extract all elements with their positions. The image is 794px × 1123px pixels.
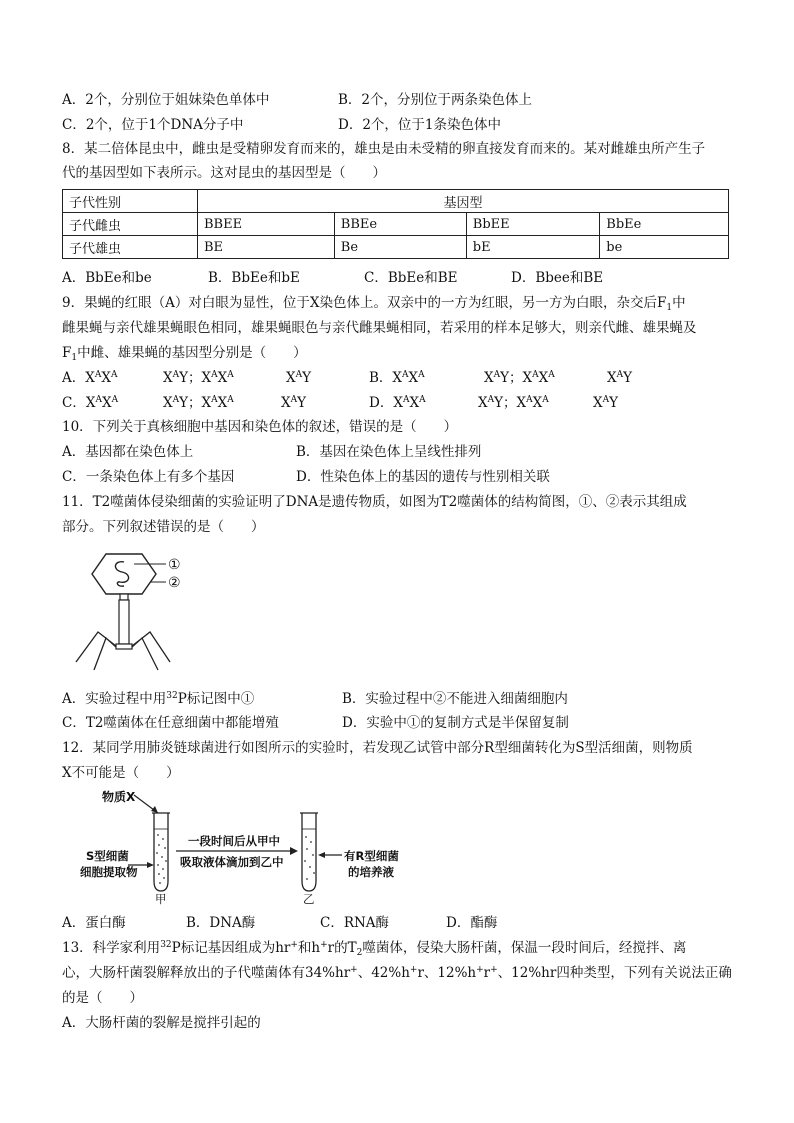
q12-option-d[interactable]: D．酯酶 xyxy=(446,915,498,931)
phage-label-2: ② xyxy=(168,575,181,591)
q9-option-c-part3: $X^AY$ xyxy=(281,395,307,411)
q9-stem-line2: 雌果蝇与亲代雄果蝇眼色相同，雄果蝇眼色与亲代雌果蝇相同，若采用的样本足够大，则亲代雌、雄果蝇及 xyxy=(62,320,697,336)
q9-option-d-part3: $X^AY$ xyxy=(593,395,619,411)
s-extract-label-1: S型细菌 xyxy=(86,849,129,863)
table-label-male: 子代雄虫 xyxy=(63,236,198,259)
q8-option-b[interactable]: B．BbEe和bE xyxy=(208,270,300,286)
q9-option-c[interactable]: C．$X^AX^A$ xyxy=(62,395,119,411)
table-row xyxy=(63,213,729,236)
table-cell: bE xyxy=(466,236,600,259)
phage-base-plate xyxy=(116,644,132,649)
q9-option-b[interactable]: B．$X^AX^A$ xyxy=(369,370,425,386)
extract-arrowhead xyxy=(147,862,154,868)
phage-head-outline xyxy=(92,554,156,594)
q11-option-c[interactable]: C．T2噬菌体在任意细菌中都能增殖 xyxy=(62,715,279,731)
q10-stem: 10．下列关于真核细胞中基因和染色体的叙述，错误的是（ ） xyxy=(62,419,458,435)
substance-x-label: 物质X xyxy=(102,790,136,804)
q9-option-b-part3: $X^AY$ xyxy=(607,370,633,386)
q12-option-a[interactable]: A．蛋白酶 xyxy=(62,915,126,931)
arrow-text-bottom: 吸取液体滴加到乙中 xyxy=(180,855,284,869)
table-row xyxy=(63,190,729,213)
medium-arrowhead xyxy=(318,852,325,858)
q13-stem-line2: 心，大肠杆菌裂解释放出的子代噬菌体有34%hr+、42%h+r、12%h+r+、12%hr四种类型，下列有关说法正确 xyxy=(62,965,732,981)
q13-option-a[interactable]: A．大肠杆菌的裂解是搅拌引起的 xyxy=(62,1015,261,1031)
q8-stem-line1: 8．某二倍体昆虫中，雌虫是受精卵发育而来的，雄虫是由未受精的卵直接发育而来的。某对雌雄虫所产生子 xyxy=(62,141,706,157)
q8-option-a[interactable]: A．BbEe和be xyxy=(62,270,152,286)
q10-option-d[interactable]: D．性染色体上的基因的遗传与性别相关联 xyxy=(296,469,550,485)
q10-option-c[interactable]: C．一条染色体上有多个基因 xyxy=(62,469,235,485)
q9-option-d-part2: $X^AY$；$X^AX^A$ xyxy=(478,395,549,411)
q13-stem-line3: 的是（ ） xyxy=(62,990,143,1006)
q8-stem-line2: 代的基因型如下表所示。这对昆虫的基因型是（ ） xyxy=(62,165,386,181)
table-header-sex: 子代性别 xyxy=(63,190,198,213)
tube-yi-label: 乙 xyxy=(303,892,315,906)
tube-jia-label: 甲 xyxy=(155,892,167,906)
q13-stem-line1: 13．科学家利用$^{32}$P标记基因组成为hr+和h+r的$T_2$噬菌体，侵染大肠杆菌，保温一段时间后，经搅拌、离 xyxy=(62,940,687,958)
q7-option-c[interactable]: C．2个，位于1个DNA分子中 xyxy=(62,117,244,133)
q10-option-b[interactable]: B．基因在染色体上呈线性排列 xyxy=(296,444,482,460)
tube-jia-contents xyxy=(156,834,167,884)
q9-option-b-part2: $X^AY$；$X^AX^A$ xyxy=(484,370,555,386)
table-cell: BBEe xyxy=(334,213,466,236)
arrow-text-top: 一段时间后从甲中 xyxy=(188,834,280,848)
q9-option-a-part2: $X^AY$；$X^AX^A$ xyxy=(163,370,234,386)
phage-tail xyxy=(119,600,129,644)
tube-yi-contents xyxy=(304,836,315,880)
q11-stem-line2: 部分。下列叙述错误的是（ ） xyxy=(62,519,265,535)
tube-yi xyxy=(302,813,316,891)
table-cell: BBEE xyxy=(198,213,335,236)
table-cell: be xyxy=(600,236,729,259)
q9-option-a-part3: $X^AY$ xyxy=(286,370,312,386)
table-row xyxy=(63,236,729,259)
q9-option-c-part2: $X^AY$；$X^AX^A$ xyxy=(163,395,234,411)
q8-option-c[interactable]: C．BbEe和BE xyxy=(364,270,458,286)
phage-tail-fibers-right xyxy=(132,632,170,670)
tube-jia xyxy=(154,813,168,891)
table-cell: BE xyxy=(198,236,335,259)
q12-option-c[interactable]: C．RNA酶 xyxy=(320,915,390,931)
q12-stem-line1: 12．某同学用肺炎链球菌进行如图所示的实验时，若发现乙试管中部分R型细菌转化为S型活细菌，则物质 xyxy=(62,740,693,756)
q7-option-d[interactable]: D．2个，位于1条染色体中 xyxy=(338,117,502,133)
q11-option-d[interactable]: D．实验中①的复制方式是半保留复制 xyxy=(342,715,569,731)
phage-collar xyxy=(120,594,128,600)
table-cell: BbEE xyxy=(466,213,600,236)
table-cell: BbEe xyxy=(600,213,729,236)
q12-option-b[interactable]: B．DNA酶 xyxy=(186,915,256,931)
q7-option-b[interactable]: B．2个，分别位于两条染色体上 xyxy=(338,92,533,108)
q11-option-a[interactable]: A．实验过程中用$^{32}$P标记图中① xyxy=(62,691,255,707)
substance-arrowhead xyxy=(151,806,158,813)
q11-option-b[interactable]: B．实验过程中②不能进入细菌细胞内 xyxy=(342,691,568,707)
phage-tail-fibers-left xyxy=(76,632,116,670)
q7-option-a[interactable]: A．2个，分别位于姐妹染色单体中 xyxy=(62,92,270,108)
q8-genotype-table xyxy=(62,189,729,259)
q10-option-a[interactable]: A．基因都在染色体上 xyxy=(62,444,194,460)
transfer-arrowhead xyxy=(290,847,298,855)
s-extract-label-2: 细胞提取物 xyxy=(80,865,138,879)
q9-option-a[interactable]: A．$X^AX^A$ xyxy=(62,370,118,386)
q9-stem-line3: $F_1$中雌、雄果蝇的基因型分别是（ ） xyxy=(62,345,307,363)
q9-stem-line1: 9．果蝇的红眼（A）对白眼为显性，位于X染色体上。双亲中的一方为红眼，另一方为白眼，杂交后$F_1$中 xyxy=(62,295,686,313)
q12-stem-line2: X不可能是（ ） xyxy=(62,765,180,781)
q11-stem-line1: 11．T2噬菌体侵染细菌的实验证明了DNA是遗传物质，如图为T2噬菌体的结构简图，①、②表示其组成 xyxy=(62,494,687,510)
q9-option-d[interactable]: D．$X^AX^A$ xyxy=(369,395,426,411)
r-medium-label-1: 有R型细菌 xyxy=(344,849,399,863)
table-label-female: 子代雌虫 xyxy=(63,213,198,236)
r-medium-label-2: 的培养液 xyxy=(348,865,394,879)
phage-dna-squiggle xyxy=(115,562,128,586)
q8-option-d[interactable]: D．Bbee和BE xyxy=(511,270,604,286)
table-header-genotype: 基因型 xyxy=(198,190,729,213)
table-cell: Be xyxy=(334,236,466,259)
phage-label-1: ① xyxy=(168,557,181,573)
